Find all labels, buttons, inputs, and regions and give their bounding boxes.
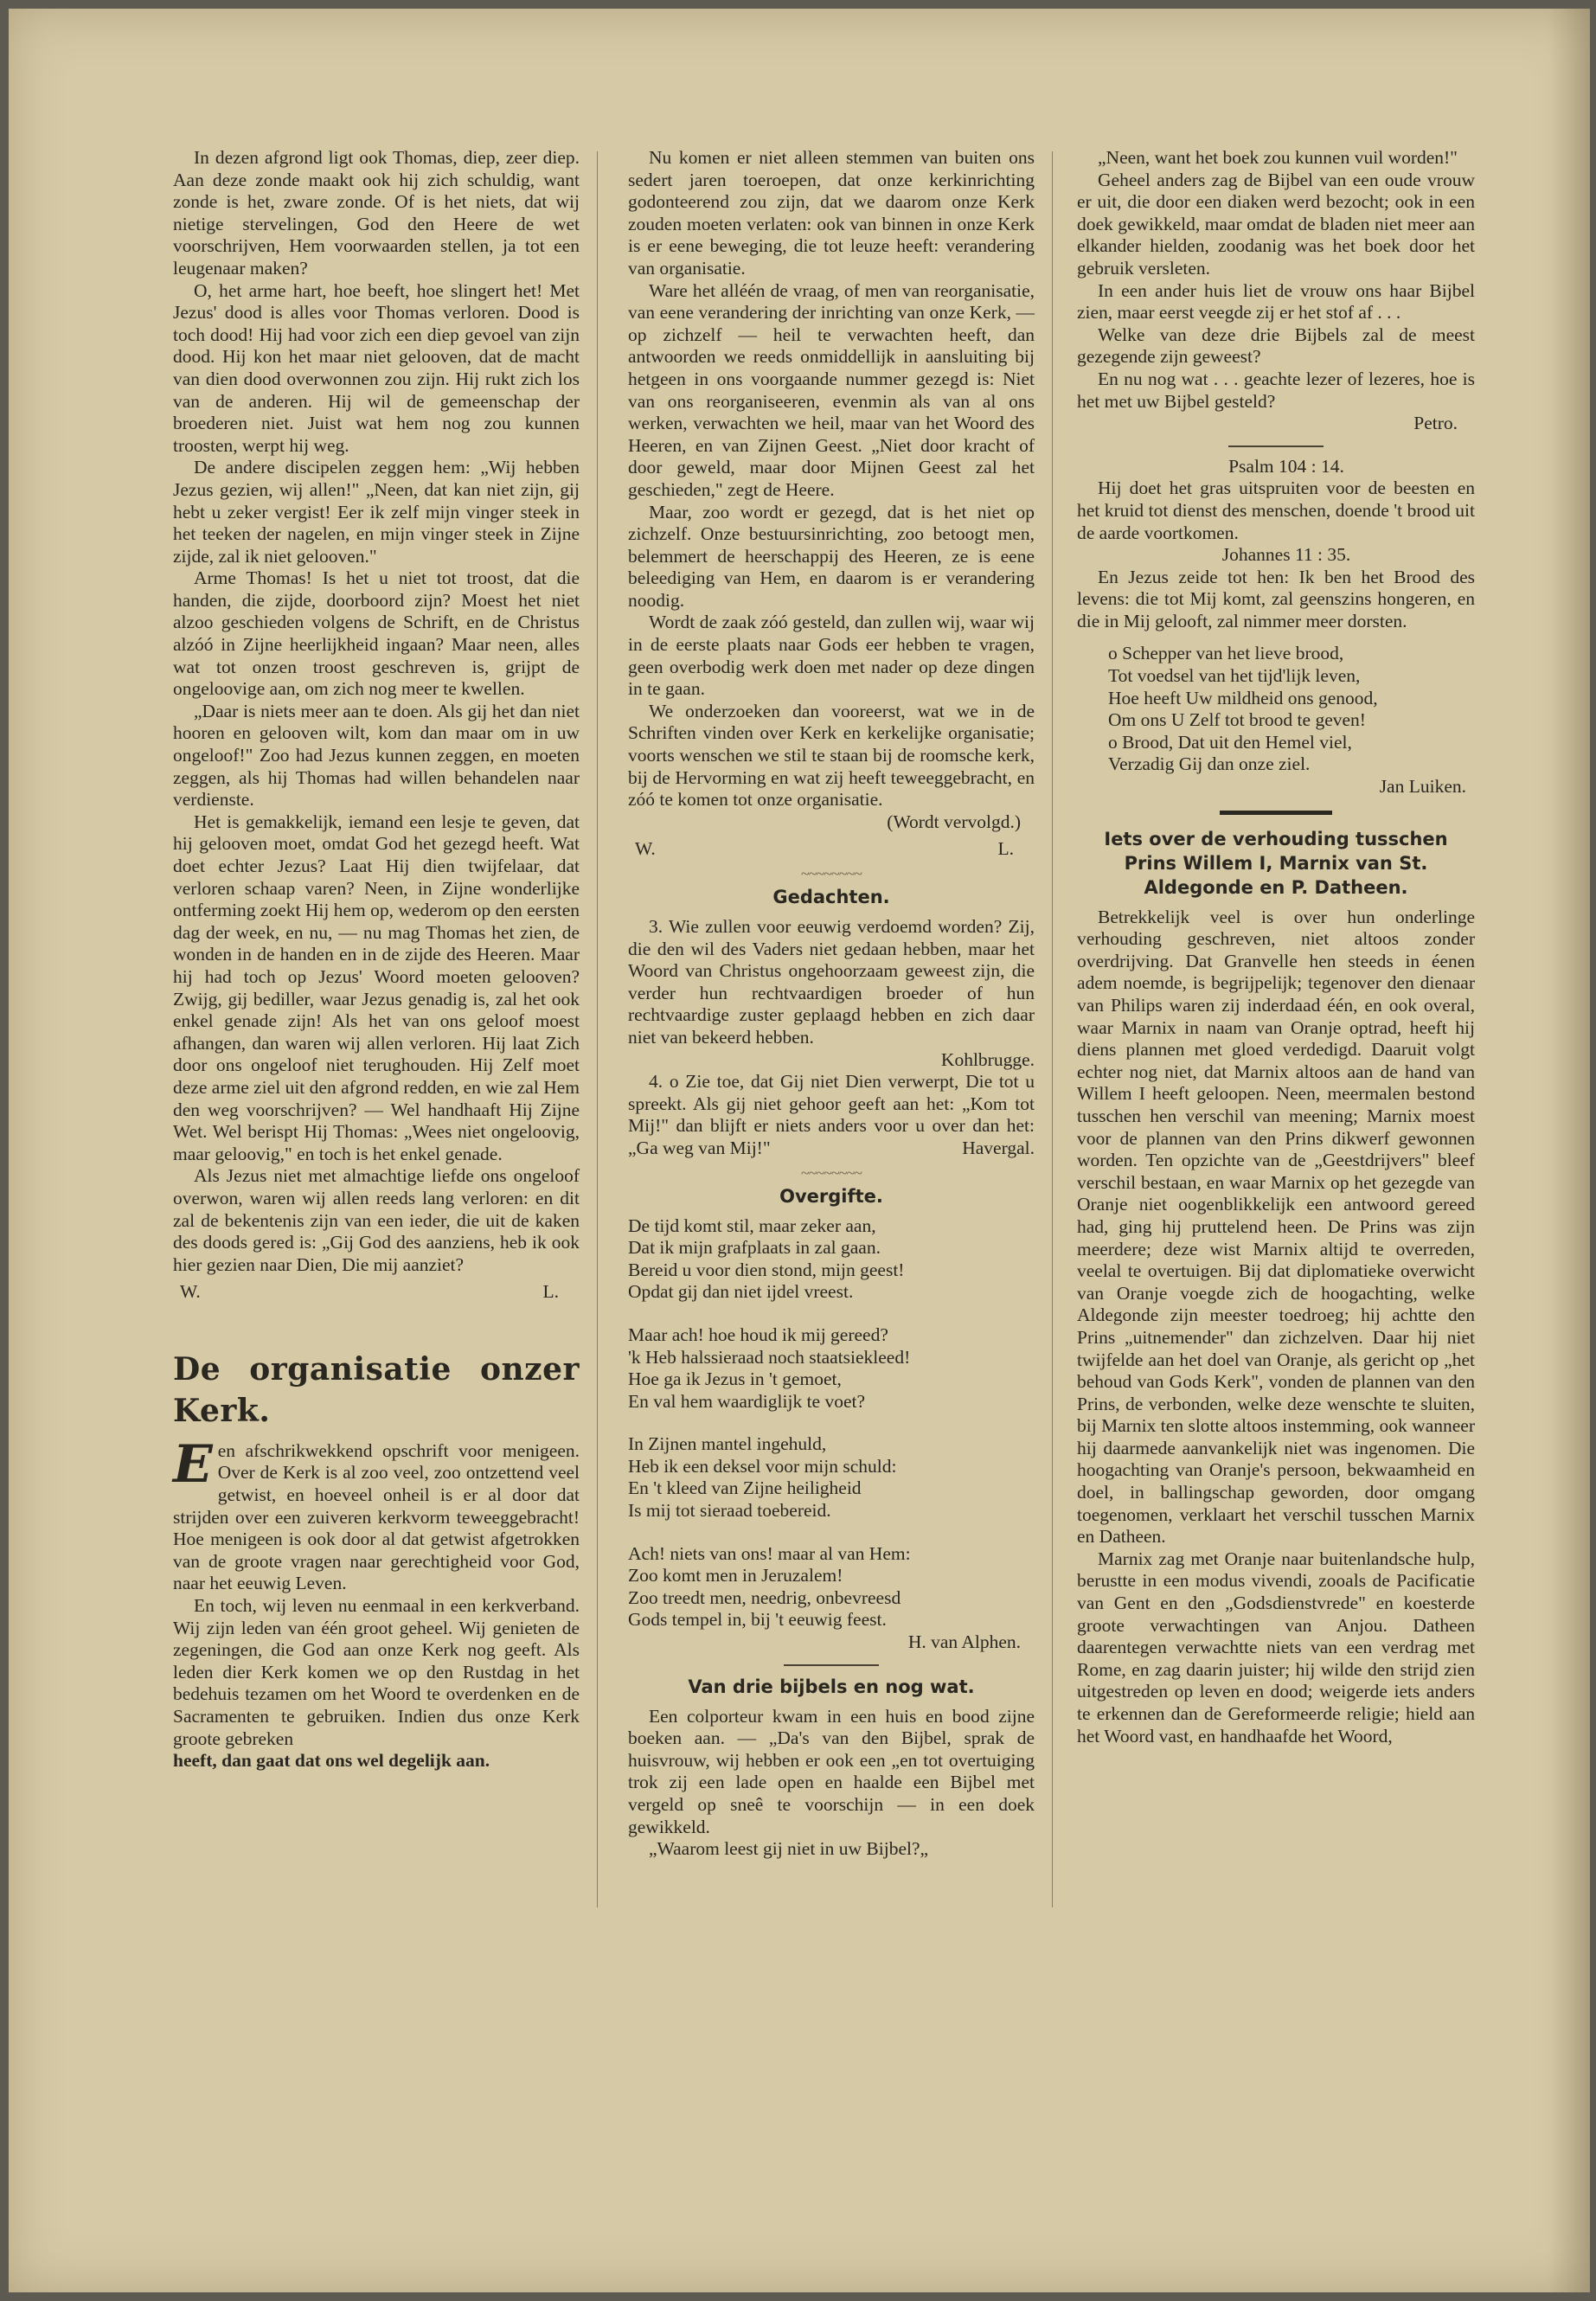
- paragraph: Geheel anders zag de Bijbel van een oude vrouw er uit, die door een diaken werd bezocht; ook in een doek gewikkeld, maar omdat de bladen niet meer aan elkander hielden, zoodanig was het boek door het gebruik versleten.: [1077, 169, 1475, 279]
- paragraph: Ware het alléén de vraag, of men van reorganisatie, van eene verandering der inrichting van onze Kerk, — op zichzelf — heil te verwachten heeft, dan antwoorden we reeds onmiddellijk in aansluiting bij hetgeen in ons voorgaande nummer gezegd is: Niet van ons reorganiseeren, evenmin als van al ons werken, verwachten we heil, maar van het Woord des Heeren, en van Zijnen Geest. „Niet door kracht of door geweld, maar door Mijnen Geest zal het geschieden," zegt de Heere.: [628, 279, 1035, 500]
- section-title: Gedachten.: [772, 887, 890, 907]
- scripture-reference: Johannes 11 : 35.: [1221, 544, 1351, 566]
- signature-right: L.: [997, 838, 1014, 860]
- author: Petro.: [1413, 413, 1458, 434]
- verse-line: Gods tempel in, bij 't eeuwig feest.: [628, 1609, 887, 1631]
- paragraph: Marnix zag met Oranje naar buitenlandsche hulp, berustte in een modus vivendi, zooals de Pacificatie van Gent en den „Godsdienstvrede" en koesterde groote verwachtingen van Anjou. Datheen daarentegen verwachtte niets van een verdrag met Rome, en zag daarin juister; hij wilde den strijd zien uitgestreden op leven en dood; weigerde iets anders te erkennen dan de Gereformeerde religie; hield aan het Woord vast, en handhaafde het Woord,: [1077, 1548, 1475, 1747]
- section-rule: [784, 1664, 879, 1666]
- paragraph: Arme Thomas! Is het u niet tot troost, dat die handen, die zijde, doorboord zijn? Moest het niet alzoo geschieden volgens de Schrift, en de Christus alzóó in Zijne heerlijkheid ingaan? Maar neen, alles wat tot onzen troost geschreven is, grijpt de ongeloovige aan, om zich nog meer te kwellen.: [173, 567, 580, 700]
- verse-line: Zoo komt men in Jeruzalem!: [628, 1565, 843, 1586]
- verse-line: Ach! niets van ons! maar al van Hem:: [628, 1542, 911, 1564]
- paragraph: Wordt de zaak zóó gesteld, dan zullen wij, waar wij in de eerste plaats naar Gods eer hebben te vragen, geen overbodig werk doen met nader op deze dingen in te gaan.: [628, 612, 1035, 700]
- paragraph: „Daar is niets meer aan te doen. Als gij het dan niet hooren en gelooven wilt, kom dan maar om in uw ongeloof!" Zoo had Jezus kunnen zeggen, en moeten zeggen, als hij Thomas had willen behandelen naar verdienste.: [173, 700, 580, 811]
- poem-author: H. van Alphen.: [907, 1631, 1021, 1653]
- paragraph: We onderzoeken dan vooreerst, wat we in de Schriften vinden over Kerk en kerkelijke organisatie; voorts wenschen we stil te staan bij de roomsche kerk, bij de Hervorming en wat zij heeft teweeggebracht, en zóó te komen tot onze organisatie.: [628, 700, 1035, 811]
- signature-left: W.: [180, 1281, 201, 1303]
- verse-line: 'k Heb halssieraad noch staatsiekleed!: [628, 1346, 911, 1368]
- verse-line: De tijd komt stil, maar zeker aan,: [628, 1215, 876, 1236]
- paragraph: Maar, zoo wordt er gezegd, dat is het niet op zichzelf. Onze bestuursinrichting, zoo betoogt men, belemmert de heerschappij des Heeren, ze is eene beleediging van Hem, en daarom is er verandering noodig.: [628, 501, 1035, 611]
- paragraph: En nu nog wat . . . geachte lezer of lezeres, hoe is het met uw Bijbel gesteld?: [1077, 368, 1475, 412]
- column-divider-1: [597, 151, 598, 1907]
- article-title: De organisatie onzer Kerk.: [173, 1350, 580, 1429]
- verse-line: In Zijnen mantel ingehuld,: [628, 1433, 827, 1455]
- paragraph: „Neen, want het boek zou kunnen vuil worden!": [1098, 147, 1458, 168]
- stanza: [628, 1543, 1035, 1631]
- paragraph: In een ander huis liet de vrouw ons haar Bijbel zien, maar eerst veegde zij er het stof af . . .: [1077, 279, 1475, 324]
- signature-right: L.: [542, 1281, 559, 1303]
- to-be-continued: (Wordt vervolgd.): [887, 811, 1021, 832]
- paragraph: En Jezus zeide tot hen: Ik ben het Brood des levens: die tot Mij komt, zal geenszins hongeren, en die in Mij gelooft, zal nimmer meer dorsten.: [1077, 566, 1475, 631]
- paragraph-text: en afschrikwekkend opschrift voor menigeen. Over de Kerk is al zoo veel, zoo ontzettend veel getwist, en hoeveel onheil is er al door dat strijden over een zuiveren kerkvorm teweeggebracht! Hoe menigeen is ook door al dat getwist afgetrokken van de groote vragen naar gerechtigheid voor God, naar het eeuwig Leven.: [173, 1439, 580, 1594]
- verse-line: Opdat gij dan niet ijdel vreest.: [628, 1281, 854, 1303]
- paragraph: De andere discipelen zeggen hem: „Wij hebben Jezus gezien, wij allen!" „Neen, dat kan niet zijn, gij hebt u zeker vergist! Eer ik zelf mijn vinger steek in het teeken der nagelen, en mijn vinger steek in Zijne zijde, zal ik niet gelooven.": [173, 457, 580, 567]
- verse-line: Is mij tot sieraad toebereid.: [628, 1500, 831, 1522]
- paragraph: Betrekkelijk veel is over hun onderlinge verhouding geschreven, niet altoos zonder overdrijving. Dat Granvelle hen steeds in éenen adem noemde, is begrijpelijk; tegenover den dienaar van Philips waren zij inderdaad één, en ook overal, waar Marnix in naam van Oranje optrad, heeft hij diens plannen met gloed verdedigd. Daaruit volgt echter nog niet, dat Marnix altoos aan de hand van Willem I heeft geloopen. Neen, meermalen bestond tusschen hen verschil van meening; Marnix moest voor de plannen van den Prins dikwerf gewonnen worden. Ten opzichte van de „Geestdrijvers" bleef verschil bestaan, en waar Marnix op het gezegde van Oranje niet oogenblikkelijk een antwoord gereed had, ging hij pruttelend heen. De Prins was zijn meerdere; deze wist Marnix altijd te overreden, veelal te overtuigen. Bij dat diplomatieke overwicht van Oranje voegde zich de hoogachting, welke Aldegonde zijn meester toedroeg; hij achtte den Prins „uitnemender" dan zichzelven. Daar hij niet twijfelde aan het doel van Oranje, als gericht op „het behoud van Gods Kerk", vonden de plannen van den Prins, de verbonden, welke deze wenschte te sluiten, bij Marnix ten slotte altoos instemming, ook wanneer hij daarmede aanvankelijk niet was ingenomen. Die hoogachting van Oranje's persoon, bekwaamheid en doel, in ballingschap geworden, door omgang toegenomen, verklaart het verschil tusschen Marnix en Datheen.: [1077, 906, 1475, 1548]
- column-2: [628, 147, 1035, 1861]
- section-rule: [1220, 811, 1332, 815]
- ornament-divider: ~~~~~~~~: [801, 1163, 862, 1182]
- verse-line: Verzadig Gij dan onze ziel.: [1108, 753, 1311, 775]
- ornament-divider: ~~~~~~~~: [801, 865, 862, 882]
- paragraph-dropcap: [173, 1433, 580, 1595]
- paragraph: 4. o Zie toe, dat Gij niet Dien verwerpt, Die tot u spreekt. Als gij niet gehoor geeft aan het: „Kom tot Mij!" dan blijft er niets anders voor u over dan het: „Ga weg van Mij!": [628, 1071, 1035, 1158]
- hymn-author: Jan Luiken.: [1379, 776, 1466, 798]
- section-title: Van drie bijbels en nog wat.: [688, 1676, 975, 1697]
- paragraph: Hij doet het gras uitspruiten voor de beesten en het kruid tot dienst des menschen, doende 't brood uit de aarde voortkomen.: [1077, 478, 1475, 543]
- paragraph: Als Jezus niet met almachtige liefde ons ongeloof overwon, waren wij allen reeds lang verloren: en dit zal de bekentenis zijn van een ieder, die uit de kaken des doods gered is: „Gij God des aanziens, heb ik ook hier gezien naar Dien, Die mij aanziet?: [173, 1165, 580, 1275]
- author: Havergal.: [962, 1137, 1035, 1158]
- paragraph: In dezen afgrond ligt ook Thomas, diep, zeer diep. Aan deze zonde maakt ook hij zich schuldig, want zonde is het, zware zonde. Of is het niets, dat wij nietige stervelingen, God den Heere de wet voorschrijven, Hem voorwaarden stellen, ja tot een leugenaar maken?: [173, 147, 580, 279]
- verse-line: Maar ach! hoe houd ik mij gereed?: [628, 1324, 888, 1345]
- column-1: [173, 147, 580, 1772]
- paragraph: En toch, wij leven nu eenmaal in een kerkverband. Wij zijn leden van één groot geheel. Wij genieten de zegeningen, die God aan onze Kerk nog geeft. Als leden dier Kerk komen we op den Rustdag in het bedehuis tezamen om het Woord te overdenken en de Sacramenten te gebruiken. Indien dus onze Kerk groote gebreken: [173, 1595, 580, 1749]
- signature: [173, 1281, 580, 1304]
- verse-line: Dat ik mijn grafplaats in zal gaan.: [628, 1237, 881, 1259]
- verse-line: Zoo treedt men, needrig, onbevreesd: [628, 1586, 901, 1608]
- section-rule: [1228, 445, 1324, 447]
- signature: [628, 838, 1035, 861]
- paragraph: Welke van deze drie Bijbels zal de meest gezegende zijn geweest?: [1077, 324, 1475, 368]
- paragraph-last-line: heeft, dan gaat dat ons wel degelijk aan.: [173, 1750, 490, 1772]
- drop-cap-initial: E: [173, 1433, 213, 1495]
- verse-line: Tot voedsel van het tijd'lijk leven,: [1108, 665, 1361, 687]
- paragraph: Nu komen er niet alleen stemmen van buiten ons sedert jaren toeroepen, dat onze kerkinrichting godonteerend zou zijn, dat we daarom onze Kerk zouden moeten verlaten: ook van binnen in onze Kerk is er eene beweging, die tot leuze heeft: verandering van organisatie.: [628, 147, 1035, 279]
- hymn: [1077, 643, 1475, 776]
- poem: [628, 1215, 1035, 1632]
- section-title: Overgifte.: [779, 1185, 883, 1207]
- paragraph: Het is gemakkelijk, iemand een lesje te geven, dat hij gelooven moet, omdat God het gezegd heeft. Wat doet echter Jezus? Laat Hij dien twijfelaar, dat verloren schaap varen? Neen, in Zijne wonderlijke ontferming zoekt Hij hem op, wederom op den eersten dag der week, en nu, — nu mag Thomas het zien, de wonden in de handen en in de zijde des Heeren. Maar hij had toch op Jezus' Woord moeten gelooven? Zwijg, gij bediller, waar Jezus genadig is, zal het ook enkel genade zijn! Als het van ons geloof moest afhangen, dan waren wij allen verloren. Hij laat Zich door ons ongeloof niet terughouden. Hij Zelf moet deze arme ziel uit den afgrond redden, en wie zal Hem den weg voorschrijven? — Wel handhaaft Hij Zijne Wet. Wel berispt Hij Thomas: „Wees niet ongeloovig, maar geloovig," en toch is het enkel genade.: [173, 811, 580, 1164]
- verse-line: Heb ik een deksel voor mijn schuld:: [628, 1455, 897, 1477]
- verse-line: Hoe heeft Uw mildheid ons genood,: [1108, 687, 1378, 708]
- paragraph: „Waarom leest gij niet in uw Bijbel?„: [649, 1838, 929, 1860]
- page-fold-shadow: [1548, 9, 1590, 2292]
- column-divider-2: [1052, 151, 1053, 1907]
- paragraph: 3. Wie zullen voor eeuwig verdoemd worden? Zij, die den wil des Vaders niet gedaan hebben, maar het Woord van Christus ongehoorzaam geweest zijn, die verder hun rechtvaardigen broeder of hun rechtvaardige zuster geplaagd hebben en zich daar niet van bekeerd hebben.: [628, 916, 1035, 1048]
- stanza: [628, 1433, 1035, 1522]
- verse-line: Om ons U Zelf tot brood te geven!: [1108, 709, 1366, 731]
- verse-line: o Schepper van het lieve brood,: [1108, 643, 1344, 664]
- verse-line: o Brood, Dat uit den Hemel viel,: [1108, 731, 1352, 753]
- scripture-reference: Psalm 104 : 14.: [1228, 455, 1344, 477]
- verse-line: En 't kleed van Zijne heiligheid: [628, 1477, 862, 1499]
- signature-left: W.: [635, 838, 656, 860]
- stanza: [628, 1215, 1035, 1304]
- author: Kohlbrugge.: [940, 1048, 1035, 1070]
- section-title: Iets over de verhouding tusschen Prins Willem I, Marnix van St. Aldegonde en P. Datheen.: [1104, 828, 1448, 898]
- paragraph: O, het arme hart, hoe beeft, hoe slingert het! Met Jezus' dood is alles voor Thomas verloren. Dood is toch dood! Hij had voor zich een diep gevoel van zijn dood. Hij kon het maar niet gelooven, dat de macht van dien dood overwonnen zou zijn. Hij rukt zich los van de anderen. Hij wil de gemeenschap der broederen niet. Juist wat hem nog zou kunnen troosten, werpt hij weg.: [173, 279, 580, 456]
- verse-line: Hoe ga ik Jezus in 't gemoet,: [628, 1368, 842, 1390]
- column-3: [1077, 147, 1475, 1747]
- verse-line: En val hem waardiglijk te voet?: [628, 1390, 866, 1412]
- paragraph: Een colporteur kwam in een huis en bood zijne boeken aan. — „Da's van den Bijbel, sprak de huisvrouw, wij hebben er ook een „en tot overtuiging trok zij een lade open en haalde een Bijbel met vergeld op sneê te voorschijn — in een doek gewikkeld.: [628, 1705, 1035, 1837]
- stanza: [628, 1324, 1035, 1413]
- verse-line: Bereid u voor dien stond, mijn geest!: [628, 1259, 905, 1280]
